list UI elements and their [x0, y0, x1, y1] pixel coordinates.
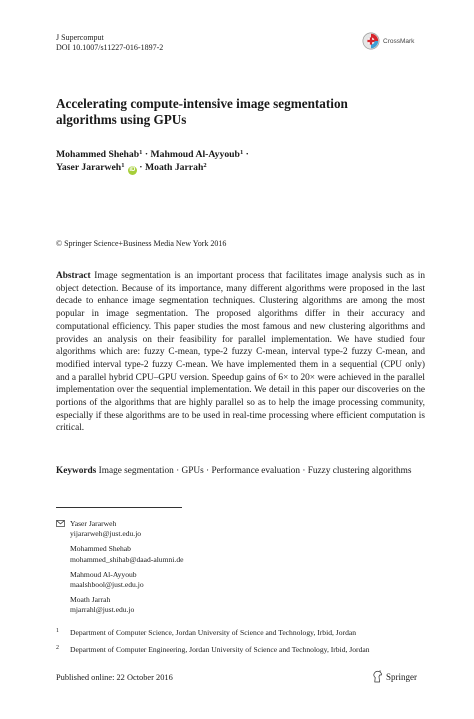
orcid-icon[interactable]: iD [129, 167, 136, 173]
affiliation-text: Department of Computer Engineering, Jordan University of Science and Technology, Irbid, Jordan [70, 645, 370, 654]
contact-email[interactable]: mohammed_shihab@daad-alumni.de [70, 554, 184, 564]
footnote-divider [56, 507, 182, 508]
contact-email[interactable]: yijararweh@just.edu.jo [70, 529, 142, 539]
journal-name: J Supercomput [56, 33, 104, 42]
author-name[interactable]: Moath Jarrah [144, 162, 204, 173]
crossmark-icon [362, 32, 380, 50]
abstract-label: Abstract [56, 271, 91, 281]
abstract-text: Image segmentation is an important process that facilitates image analysis such as in object detection. Because of its importance, many different algorithms were proposed in the last decade to enhance image segmentation techniques. Clustering algorithms are among the most popular in image segmentation. The proposed algorithms differ in their accuracy and computational efficiency. This paper studies the most famous and new clustering algorithms and provides an analysis on their feasibility for parallel implementation. We have studied four algorithms which are: fuzzy C-mean, type-2 fuzzy C-mean, interval type-2 fuzzy C-mean, and modified interval type-2 fuzzy C-mean. We have implemented them in a sequential (CPU only) and a parallel hybrid CPU–GPU version. Speedup gains of 6× to 20× were achieved in the parallel implementation over the sequential implementation. We detail in this paper our discoveries on the portions of the algorithms that are highly parallel so as to help the image processing community, especially if these algorithms are to be used in real-time processing where efficient computation is critical. [56, 271, 425, 434]
contact-entry [70, 595, 184, 615]
copyright-notice: © Springer Science+Business Media New York 2016 [56, 239, 227, 248]
affiliation-footnote: $^1$ Department of Computer Science, Jordan University of Science and Technology, Irbid, Jordan [56, 628, 357, 637]
affiliation-footnote: $^2$ Department of Computer Engineering, Jordan University of Science and Technology, Irbid, Jordan [56, 645, 370, 654]
publisher-name: Springer [386, 671, 417, 682]
published-date: Published online: 22 October 2016 [56, 673, 173, 682]
author-name[interactable]: Mahmoud Al-Ayyoub [150, 149, 240, 160]
affiliation-mark: 1 [239, 149, 244, 156]
author-separator: · [139, 162, 143, 173]
contact-name: Moath Jarrah [70, 595, 111, 605]
contact-name: Mohammed Shehab [70, 544, 131, 554]
title-line: algorithms using GPUs [56, 112, 187, 127]
keywords-text: Image segmentation · GPUs · Performance evaluation · Fuzzy clustering algorithms [98, 466, 412, 476]
author-line [56, 148, 249, 161]
springer-horse-icon [372, 670, 383, 683]
contact-name: Yaser Jararweh [70, 519, 117, 528]
journal-header [56, 33, 163, 53]
keywords-section [56, 465, 425, 478]
envelope-icon [56, 520, 65, 527]
author-separator: · [144, 149, 149, 160]
crossmark-badge[interactable] [362, 31, 422, 51]
crossmark-label: CrossMark [383, 37, 415, 45]
contact-entry [70, 544, 184, 564]
author-separator: · [245, 149, 249, 160]
title-line: Accelerating compute-intensive image segmentation [56, 96, 348, 111]
contact-entry [70, 519, 184, 539]
author-list [56, 148, 249, 175]
doi-text[interactable]: DOI 10.1007/s11227-016-1897-2 [56, 43, 164, 52]
contact-entry [70, 570, 184, 590]
contact-name: Mahmoud Al-Ayyoub [70, 569, 137, 579]
affiliation-mark: 1 [121, 162, 125, 169]
paper-title [56, 96, 396, 128]
publisher-logo[interactable] [372, 670, 417, 683]
author-name[interactable]: Yaser Jararweh [56, 162, 122, 173]
keywords-label: Keywords [56, 466, 97, 476]
author-line [56, 161, 249, 175]
affiliation-text: Department of Computer Science, Jordan University of Science and Technology, Irbid, Jordan [70, 628, 357, 637]
affiliation-mark: 1 [139, 149, 143, 156]
contact-list [56, 519, 184, 621]
affiliation-mark: 2 [203, 162, 207, 169]
author-name[interactable]: Mohammed Shehab [56, 149, 140, 160]
abstract-section [56, 270, 425, 435]
contact-email[interactable]: maalshbool@just.edu.jo [70, 580, 144, 590]
contact-email[interactable]: mjarrahl@just.edu.jo [70, 605, 135, 615]
